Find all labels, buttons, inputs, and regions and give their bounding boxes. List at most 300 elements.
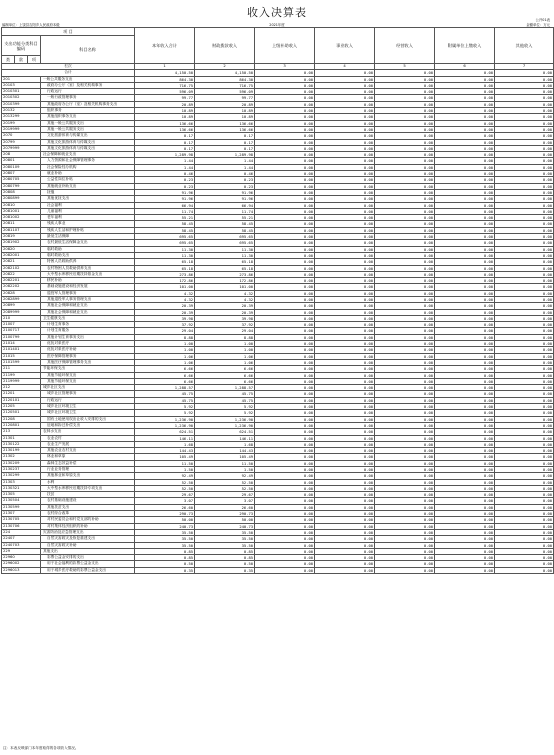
subject-name: 残疾人生活和护理补贴	[41, 227, 135, 233]
zero-value: 0.00	[435, 523, 495, 529]
total-income-value: 5.92	[135, 410, 195, 416]
fiscal-income-value: 52.50	[195, 479, 255, 485]
subject-name: 农业生产发展	[41, 441, 135, 447]
zero-value: 0.00	[495, 221, 554, 227]
zero-value: 0.00	[375, 252, 435, 258]
fiscal-income-value: 37.92	[195, 322, 255, 328]
subject-code: 2082202	[2, 284, 41, 290]
zero-value: 0.00	[495, 108, 554, 114]
zero-value: 0.00	[375, 303, 435, 309]
subject-name: 计划生育服务	[41, 328, 135, 334]
zero-value: 0.00	[315, 391, 375, 397]
zero-value: 0.00	[495, 259, 554, 265]
subject-code: 21014	[2, 341, 41, 347]
subject-code: 2120101	[2, 397, 41, 403]
zero-value: 0.00	[375, 347, 435, 353]
fiscal-income-value: 0.17	[195, 139, 255, 145]
subject-code: 2080705	[2, 177, 41, 183]
zero-value: 0.00	[495, 145, 554, 151]
subject-name: 水利	[41, 479, 135, 485]
zero-value: 0.00	[255, 561, 315, 567]
total-income-value: 1.50	[135, 467, 195, 473]
zero-value: 0.00	[315, 485, 375, 491]
subject-code: 224	[2, 529, 41, 535]
zero-value: 0.00	[255, 504, 315, 510]
zero-value: 0.00	[375, 561, 435, 567]
zero-value: 0.00	[375, 189, 435, 195]
zero-value: 0.00	[315, 271, 375, 277]
table-row	[2, 567, 554, 573]
section-header: 款	[15, 56, 28, 64]
zero-value: 0.00	[375, 492, 435, 498]
zero-value: 0.00	[255, 202, 315, 208]
zero-value: 0.00	[315, 473, 375, 479]
fiscal-income-value: 29.67	[195, 492, 255, 498]
zero-value: 0.00	[315, 309, 375, 315]
zero-value: 0.00	[375, 542, 435, 548]
zero-value: 0.00	[315, 196, 375, 202]
zero-value: 0.00	[375, 126, 435, 132]
zero-value: 0.00	[255, 448, 315, 454]
zero-value: 0.00	[375, 536, 435, 542]
zero-value: 0.00	[375, 108, 435, 114]
zero-value: 0.00	[495, 429, 554, 435]
subject-name: 农业农村	[41, 435, 135, 441]
zero-value: 0.00	[255, 177, 315, 183]
subject-name: 其他文化旅游体育与传媒支出	[41, 145, 135, 151]
zero-value: 0.00	[375, 473, 435, 479]
subject-name: 其他支出	[41, 548, 135, 554]
zero-value: 0.00	[375, 139, 435, 145]
zero-value: 0.00	[435, 152, 495, 158]
subject-name: 其他文化旅游体育与传媒支出	[41, 139, 135, 145]
zero-value: 0.00	[375, 385, 435, 391]
total-value: 0.00	[255, 70, 315, 76]
fiscal-income-value: 35.50	[195, 536, 255, 542]
subject-code: 211	[2, 366, 41, 372]
subject-name: 用于社会福利的彩票公益金支出	[41, 561, 135, 567]
fiscal-income-value: 0.35	[195, 567, 255, 573]
subject-code: 20819	[2, 234, 41, 240]
zero-value: 0.00	[495, 485, 554, 491]
zero-value: 0.00	[315, 523, 375, 529]
total-income-value: 1.00	[135, 347, 195, 353]
zero-value: 0.00	[375, 448, 435, 454]
fiscal-income-value: 35.50	[195, 542, 255, 548]
zero-value: 0.00	[435, 529, 495, 535]
fiscal-income-value: 101.00	[195, 284, 255, 290]
subject-code: 2010301	[2, 89, 41, 95]
zero-value: 0.00	[495, 359, 554, 365]
total-income-value: 1,236.90	[135, 422, 195, 428]
total-income-value: 35.50	[135, 536, 195, 542]
subject-name: 公益性岗位补贴	[41, 177, 135, 183]
subject-code: 229	[2, 548, 41, 554]
zero-value: 0.00	[255, 265, 315, 271]
total-income-value: 29.04	[135, 328, 195, 334]
zero-value: 0.00	[315, 221, 375, 227]
subject-code: 21303	[2, 479, 41, 485]
total-income-value: 20.39	[135, 303, 195, 309]
subject-code: 2100717	[2, 328, 41, 334]
fiscal-income-value: 65.18	[195, 259, 255, 265]
subject-code: 2130209	[2, 460, 41, 466]
fiscal-income-value: 1,289.98	[195, 152, 255, 158]
subject-code: 2130599	[2, 504, 41, 510]
zero-value: 0.00	[255, 171, 315, 177]
zero-value: 0.00	[315, 555, 375, 561]
zero-value: 0.00	[375, 82, 435, 88]
zero-value: 0.00	[255, 252, 315, 258]
subject-code: 2013299	[2, 114, 41, 120]
zero-value: 0.00	[255, 555, 315, 561]
zero-value: 0.00	[375, 152, 435, 158]
subject-name: 扶贫	[41, 492, 135, 498]
subject-name: 临时救助	[41, 246, 135, 252]
zero-value: 0.00	[255, 529, 315, 535]
zero-value: 0.00	[435, 353, 495, 359]
subject-name: 计划生育事务	[41, 322, 135, 328]
subject-name: 其他节能环保支出	[41, 378, 135, 384]
zero-value: 0.00	[315, 385, 375, 391]
zero-value: 0.00	[255, 378, 315, 384]
zero-value: 0.00	[495, 139, 554, 145]
fiscal-income-value: 26.60	[195, 504, 255, 510]
zero-value: 0.00	[495, 548, 554, 554]
zero-value: 0.00	[435, 555, 495, 561]
total-income-value: 6.66	[135, 378, 195, 384]
zero-value: 0.00	[495, 391, 554, 397]
zero-value: 0.00	[495, 120, 554, 126]
fiscal-income-value: 6.66	[195, 378, 255, 384]
zero-value: 0.00	[435, 76, 495, 82]
zero-value: 0.00	[435, 296, 495, 302]
zero-value: 0.00	[495, 177, 554, 183]
zero-value: 0.00	[435, 221, 495, 227]
subject-name: 农林水支出	[41, 429, 135, 435]
zero-value: 0.00	[255, 429, 315, 435]
zero-value: 0.00	[435, 309, 495, 315]
zero-value: 0.00	[495, 290, 554, 296]
fiscal-income-value: 45.75	[195, 397, 255, 403]
subject-code: 2120501	[2, 410, 41, 416]
zero-value: 0.00	[435, 89, 495, 95]
subject-code: 21208	[2, 416, 41, 422]
total-income-value: 52.50	[135, 479, 195, 485]
zero-value: 0.00	[255, 397, 315, 403]
zero-value: 0.00	[255, 189, 315, 195]
zero-value: 0.00	[435, 202, 495, 208]
zero-value: 0.00	[255, 517, 315, 523]
subject-name: 医疗保障管理事务	[41, 353, 135, 359]
fiscal-income-value: 1.06	[195, 353, 255, 359]
zero-value: 0.00	[375, 504, 435, 510]
subject-name: 农村最低生活保障金支出	[41, 240, 135, 246]
zero-value: 0.00	[435, 290, 495, 296]
subject-code: 21199	[2, 372, 41, 378]
total-income-value: 20.89	[135, 101, 195, 107]
total-income-value: 55.21	[135, 215, 195, 221]
zero-value: 0.00	[315, 246, 375, 252]
zero-value: 0.00	[315, 567, 375, 573]
zero-value: 0.00	[375, 101, 435, 107]
subject-name: 大中型水库移民后期扶持专项支出	[41, 485, 135, 491]
zero-value: 0.00	[435, 341, 495, 347]
zero-value: 0.00	[315, 139, 375, 145]
fiscal-income-value: 136.66	[195, 120, 255, 126]
total-income-value: 716.75	[135, 82, 195, 88]
zero-value: 0.00	[255, 126, 315, 132]
total-income-value: 29.67	[135, 492, 195, 498]
subject-code: 2080109	[2, 164, 41, 170]
zero-value: 0.00	[375, 278, 435, 284]
zero-value: 0.00	[315, 152, 375, 158]
fiscal-income-value: 3.07	[195, 498, 255, 504]
total-income-value: 273.86	[135, 271, 195, 277]
zero-value: 0.00	[255, 536, 315, 542]
total-income-value: 0.17	[135, 139, 195, 145]
fiscal-income-value: 11.50	[195, 460, 255, 466]
total-income-value: 1.44	[135, 164, 195, 170]
zero-value: 0.00	[495, 328, 554, 334]
zero-value: 0.00	[255, 108, 315, 114]
total-income-value: 0.35	[135, 567, 195, 573]
subject-name: 林业和草原	[41, 454, 135, 460]
zero-value: 0.00	[375, 145, 435, 151]
total-income-value: 1.06	[135, 353, 195, 359]
zero-value: 0.00	[435, 404, 495, 410]
zero-value: 0.00	[435, 95, 495, 101]
subject-name: 优抚对象医疗补助	[41, 347, 135, 353]
subject-code: 2130504	[2, 498, 41, 504]
fiscal-income-value: 1,236.90	[195, 416, 255, 422]
zero-value: 0.00	[375, 76, 435, 82]
total-income-value: 6.66	[135, 372, 195, 378]
subject-name: 文化旅游体育与传媒支出	[41, 133, 135, 139]
zero-value: 0.00	[315, 290, 375, 296]
subject-name-header: 科目名称	[41, 36, 135, 64]
total-income-value: 11.30	[135, 252, 195, 258]
zero-value: 0.00	[255, 542, 315, 548]
zero-value: 0.00	[435, 284, 495, 290]
fiscal-income-value: 695.65	[195, 240, 255, 246]
zero-value: 0.00	[315, 416, 375, 422]
col-num-1: 1	[135, 64, 195, 70]
subject-name: 儿童福利	[41, 208, 135, 214]
total-income-value: 10.89	[135, 114, 195, 120]
subject-name: 老年福利	[41, 215, 135, 221]
col-other-income: 其他收入	[495, 28, 554, 64]
zero-value: 0.00	[315, 435, 375, 441]
subject-code: 2089999	[2, 309, 41, 315]
zero-value: 0.00	[375, 164, 435, 170]
fiscal-income-value: 144.43	[195, 448, 255, 454]
zero-value: 0.00	[435, 567, 495, 573]
subject-name: 退役军人管理事务	[41, 290, 135, 296]
subject-name: 其他医疗保障管理事务支出	[41, 359, 135, 365]
zero-value: 0.00	[255, 246, 315, 252]
zero-value: 0.00	[315, 334, 375, 340]
zero-value: 0.00	[255, 133, 315, 139]
zero-value: 0.00	[255, 404, 315, 410]
zero-value: 0.00	[255, 391, 315, 397]
zero-value: 0.00	[495, 542, 554, 548]
zero-value: 0.00	[495, 76, 554, 82]
zero-value: 0.00	[255, 145, 315, 151]
zero-value: 0.00	[315, 101, 375, 107]
fiscal-income-value: 92.49	[195, 473, 255, 479]
zero-value: 0.00	[315, 561, 375, 567]
zero-value: 0.00	[255, 278, 315, 284]
zero-value: 0.00	[435, 108, 495, 114]
zero-value: 0.00	[435, 441, 495, 447]
fiscal-income-value: 99.77	[195, 95, 255, 101]
fiscal-income-value: 65.18	[195, 265, 255, 271]
fiscal-income-value: 58.45	[195, 227, 255, 233]
zero-value: 0.00	[375, 391, 435, 397]
subject-code: 2019999	[2, 126, 41, 132]
total-income-value: 0.17	[135, 133, 195, 139]
compiling-unit-name: 上饶县吉阳乡人民政府本级	[18, 23, 60, 27]
subject-name: 其他优抚支出	[41, 196, 135, 202]
total-income-value: 1,289.98	[135, 152, 195, 158]
zero-value: 0.00	[375, 120, 435, 126]
zero-value: 0.00	[435, 334, 495, 340]
zero-value: 0.00	[375, 315, 435, 321]
fiscal-income-value: 4.32	[195, 290, 255, 296]
zero-value: 0.00	[315, 429, 375, 435]
subject-code: 2101599	[2, 359, 41, 365]
total-income-value: 65.18	[135, 265, 195, 271]
total-income-value: 8.88	[135, 334, 195, 340]
total-income-value: 37.92	[135, 322, 195, 328]
zero-value: 0.00	[495, 498, 554, 504]
zero-value: 0.00	[495, 133, 554, 139]
zero-value: 0.00	[435, 120, 495, 126]
total-income-value: 0.17	[135, 145, 195, 151]
zero-value: 0.00	[375, 548, 435, 554]
subject-code: 21302	[2, 454, 41, 460]
fiscal-income-value: 20.89	[195, 101, 255, 107]
zero-value: 0.00	[495, 404, 554, 410]
total-income-value: 39.98	[135, 315, 195, 321]
zero-value: 0.00	[255, 328, 315, 334]
zero-value: 0.00	[375, 353, 435, 359]
zero-value: 0.00	[435, 366, 495, 372]
zero-value: 0.00	[375, 196, 435, 202]
zero-value: 0.00	[435, 416, 495, 422]
total-income-value: 864.30	[135, 76, 195, 82]
subject-code: 208	[2, 152, 41, 158]
zero-value: 0.00	[255, 158, 315, 164]
zero-value: 0.00	[255, 196, 315, 202]
zero-value: 0.00	[435, 372, 495, 378]
zero-value: 0.00	[315, 114, 375, 120]
zero-value: 0.00	[435, 548, 495, 554]
zero-value: 0.00	[255, 296, 315, 302]
zero-value: 0.00	[315, 234, 375, 240]
total-income-value: 136.66	[135, 120, 195, 126]
total-value: 4,150.50	[135, 70, 195, 76]
subject-code: 2082102	[2, 265, 41, 271]
zero-value: 0.00	[375, 523, 435, 529]
zero-value: 0.00	[255, 120, 315, 126]
total-income-value: 50.00	[135, 517, 195, 523]
total-income-value: 6.66	[135, 366, 195, 372]
total-income-value: 92.49	[135, 473, 195, 479]
zero-value: 0.00	[255, 234, 315, 240]
total-income-value: 3.07	[135, 498, 195, 504]
zero-value: 0.00	[495, 171, 554, 177]
zero-value: 0.00	[435, 234, 495, 240]
subject-name: 对村民委员会和村党支部的补助	[41, 517, 135, 523]
zero-value: 0.00	[435, 145, 495, 151]
total-income-value: 91.96	[135, 196, 195, 202]
total-income-value: 4.32	[135, 296, 195, 302]
subject-name: 基础设施建设和经济发展	[41, 284, 135, 290]
zero-value: 0.00	[495, 435, 554, 441]
zero-value: 0.00	[375, 133, 435, 139]
zero-value: 0.00	[375, 467, 435, 473]
subject-name: 残疾人事业	[41, 221, 135, 227]
fiscal-income-value: 10.89	[195, 114, 255, 120]
zero-value: 0.00	[375, 460, 435, 466]
col-num-5: 5	[375, 64, 435, 70]
zero-value: 0.00	[375, 322, 435, 328]
zero-value: 0.00	[495, 441, 554, 447]
subject-name: 一般公共服务支出	[41, 76, 135, 82]
zero-value: 0.00	[495, 416, 554, 422]
zero-value: 0.00	[495, 561, 554, 567]
subject-name: 社会保障和就业支出	[41, 152, 135, 158]
zero-value: 0.00	[435, 467, 495, 473]
zero-value: 0.00	[255, 473, 315, 479]
zero-value: 0.00	[255, 164, 315, 170]
total-income-value: 66.94	[135, 202, 195, 208]
zero-value: 0.00	[255, 271, 315, 277]
col-operating-income: 经营收入	[375, 28, 435, 64]
total-income-value: 91.96	[135, 189, 195, 195]
zero-value: 0.00	[375, 529, 435, 535]
zero-value: 0.00	[435, 196, 495, 202]
zero-value: 0.00	[495, 366, 554, 372]
subject-code: 20807	[2, 171, 41, 177]
subject-name: 抚恤	[41, 189, 135, 195]
fiscal-income-value: 20.39	[195, 309, 255, 315]
zero-value: 0.00	[255, 152, 315, 158]
zero-value: 0.00	[435, 347, 495, 353]
zero-value: 0.00	[255, 82, 315, 88]
total-income-value: 58.45	[135, 227, 195, 233]
zero-value: 0.00	[375, 271, 435, 277]
zero-value: 0.00	[255, 341, 315, 347]
zero-value: 0.00	[495, 240, 554, 246]
subject-code: 2130705	[2, 517, 41, 523]
zero-value: 0.00	[315, 95, 375, 101]
subject-name: 社会福利	[41, 202, 135, 208]
total-income-value: 35.50	[135, 542, 195, 548]
zero-value: 0.00	[255, 221, 315, 227]
class-header: 类	[2, 56, 15, 64]
subject-code: 2130122	[2, 441, 41, 447]
footnote: 注：本表反映部门本年度取得的各项收入情况。	[3, 746, 79, 750]
total-income-value: 0.23	[135, 177, 195, 183]
zero-value: 0.00	[315, 504, 375, 510]
zero-value: 0.00	[315, 189, 375, 195]
total-income-value: 0.23	[135, 183, 195, 189]
zero-value: 0.00	[435, 215, 495, 221]
zero-value: 0.00	[315, 353, 375, 359]
